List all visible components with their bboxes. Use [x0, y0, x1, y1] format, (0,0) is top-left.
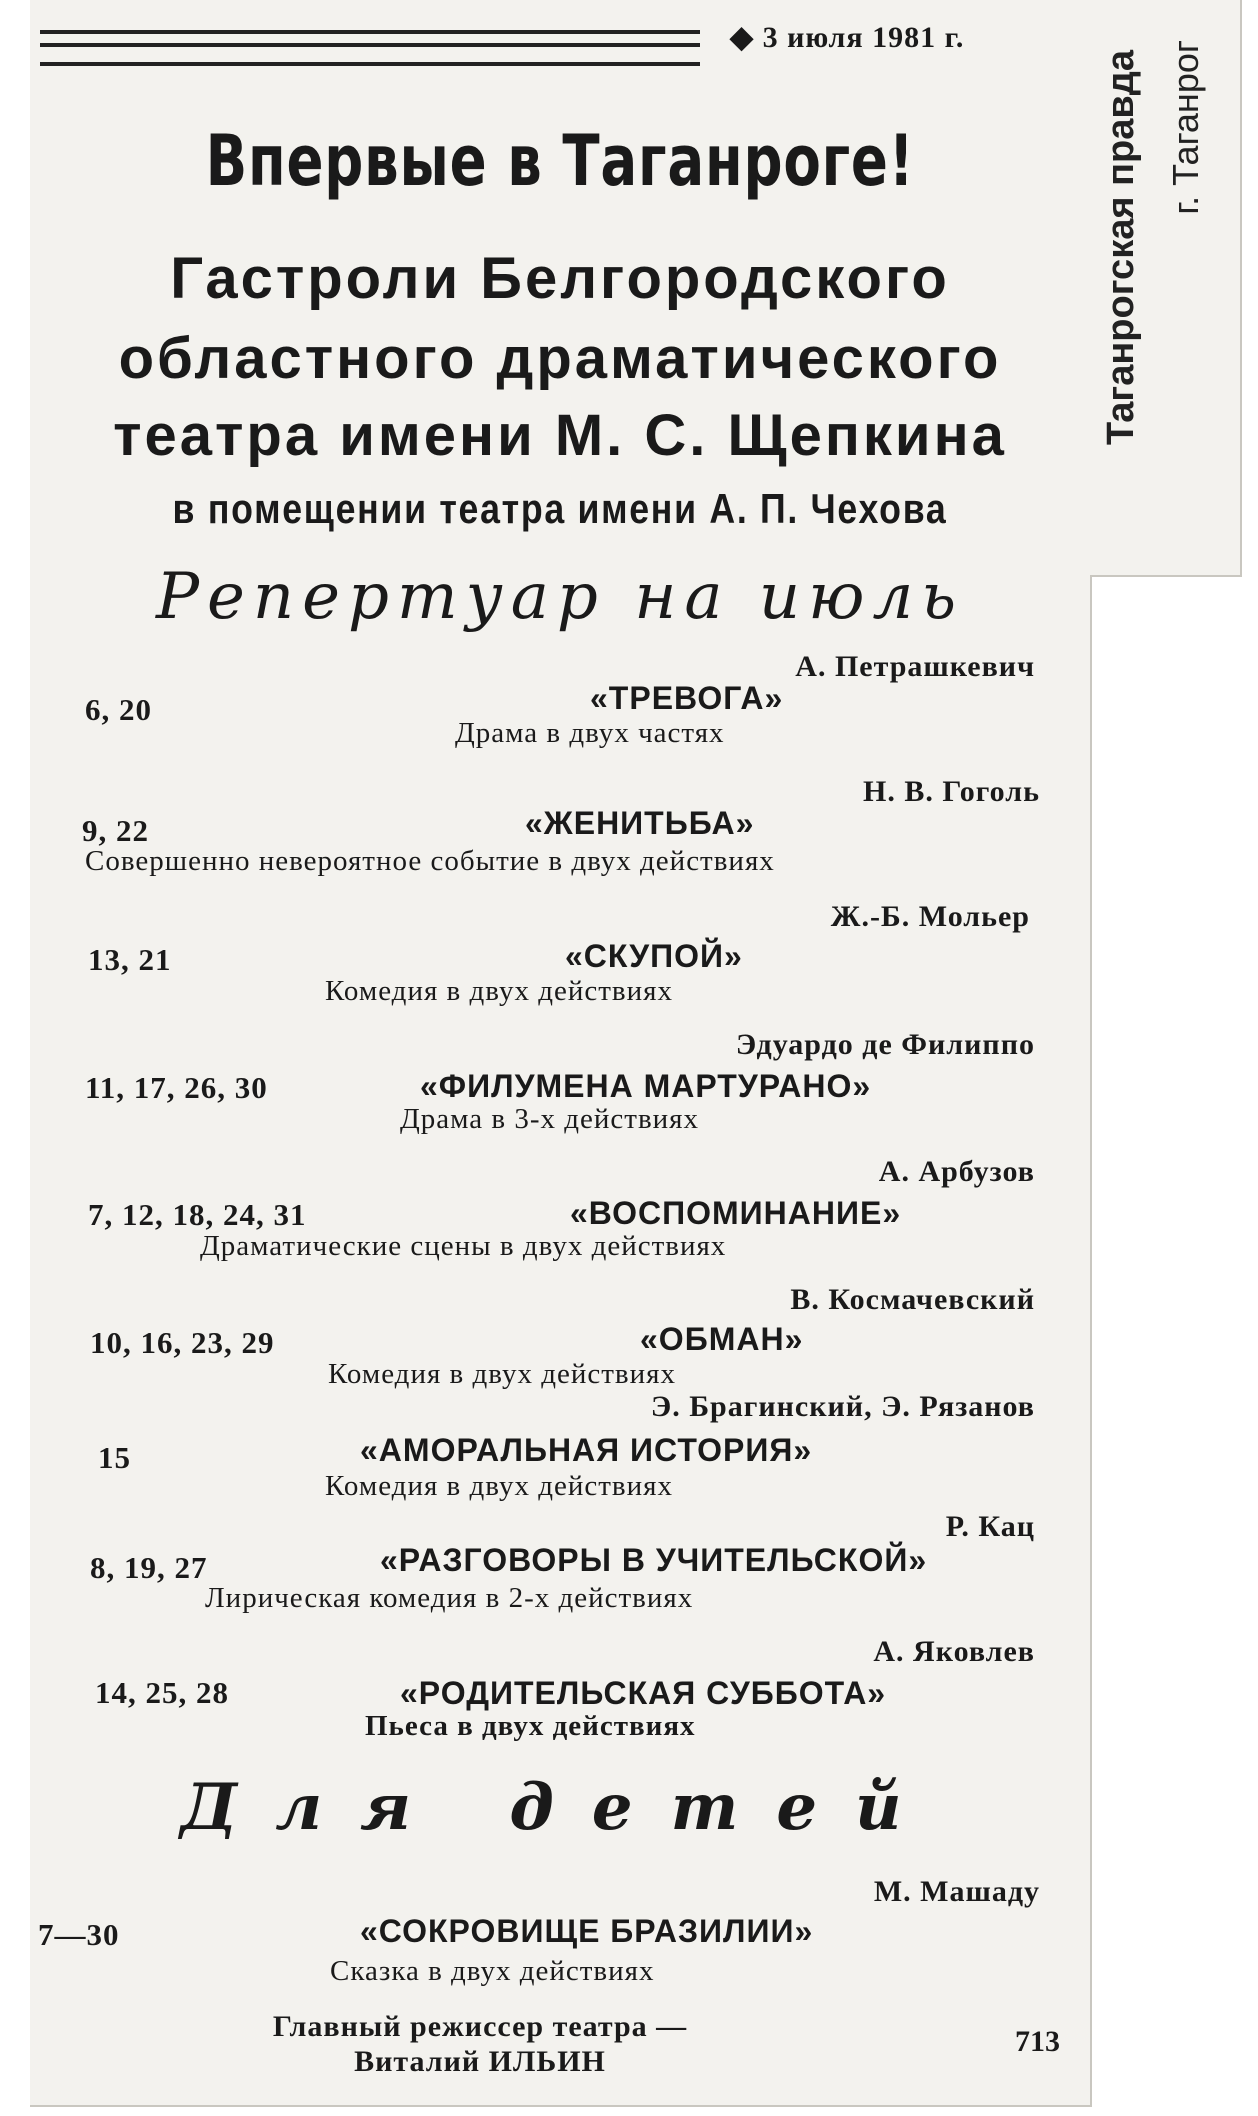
play-dates: 14, 25, 28	[95, 1675, 229, 1710]
play-author: М. Машаду	[873, 1875, 1040, 1908]
play-genre: Комедия в двух действиях	[325, 975, 673, 1007]
play-author: Эдуардо де Филиппо	[735, 1028, 1035, 1061]
play-genre: Драматические сцены в двух действиях	[200, 1230, 727, 1262]
ad-code: 713	[1015, 2025, 1060, 2058]
issue-date: ◆ 3 июля 1981 г.	[730, 21, 965, 54]
play-entry	[30, 900, 1090, 1020]
newspaper-title: Таганрогская правда	[1100, 50, 1142, 445]
play-dates: 10, 16, 23, 29	[90, 1325, 275, 1360]
play-title: «ВОСПОМИНАНИЕ»	[570, 1195, 902, 1231]
play-author: А. Арбузов	[878, 1155, 1035, 1188]
play-title: «СКУПОЙ»	[565, 938, 743, 974]
main-headline: Впервые в Таганроге!	[205, 120, 915, 202]
play-dates: 11, 17, 26, 30	[85, 1070, 268, 1105]
play-genre: Комедия в двух действиях	[328, 1358, 676, 1390]
venue-line: в помещении театра имени А. П. Чехова	[172, 485, 948, 532]
director-role: Главный режиссер театра —	[272, 2010, 688, 2043]
play-genre: Сказка в двух действиях	[330, 1955, 655, 1987]
play-genre: Драма в 3-х действиях	[400, 1103, 700, 1135]
play-title: «ТРЕВОГА»	[590, 680, 784, 716]
play-author: А. Яковлев	[873, 1635, 1035, 1668]
play-entry	[30, 1283, 1090, 1403]
play-author: А. Петрашкевич	[795, 650, 1035, 683]
play-genre: Лирическая комедия в 2-х действиях	[205, 1582, 694, 1614]
play-entry	[30, 1155, 1090, 1275]
play-author: Р. Кац	[945, 1510, 1035, 1543]
play-entry	[30, 1510, 1090, 1630]
play-title: «СОКРОВИЩЕ БРАЗИЛИИ»	[360, 1913, 814, 1949]
play-title: «ЖЕНИТЬБА»	[525, 805, 755, 841]
play-author: В. Космачевский	[790, 1283, 1035, 1316]
side-clipping-text	[1090, 40, 1240, 560]
play-dates: 7—30	[38, 1917, 120, 1952]
play-genre: Совершенно невероятное событие в двух действиях	[85, 845, 775, 877]
play-title: «ФИЛУМЕНА МАРТУРАНО»	[420, 1068, 872, 1104]
side-clipping	[1090, 0, 1242, 577]
header-rules	[40, 30, 700, 66]
play-author: Э. Брагинский, Э. Рязанов	[650, 1390, 1035, 1423]
play-dates: 13, 21	[88, 942, 172, 977]
director-name: Виталий ИЛЬИН	[354, 2045, 606, 2078]
play-author: Н. В. Гоголь	[863, 775, 1040, 808]
play-dates: 15	[98, 1440, 131, 1475]
play-dates: 9, 22	[82, 813, 149, 848]
play-dates: 6, 20	[85, 692, 152, 727]
play-entry	[30, 1635, 1090, 1755]
play-dates: 8, 19, 27	[90, 1550, 208, 1585]
play-author: Ж.-Б. Мольер	[830, 900, 1030, 933]
children-heading: Для детей	[180, 1770, 940, 1845]
play-title: «ОБМАН»	[640, 1321, 804, 1357]
subheadline-line-3: театра имени М. С. Щепкина	[113, 403, 1007, 468]
subheadline-line-1: Гастроли Белгородского	[170, 246, 950, 311]
repertoire-heading: Репертуар на июль	[155, 560, 965, 634]
children-play-entry	[30, 1875, 1090, 1995]
play-entry	[30, 1390, 1090, 1510]
play-entry	[30, 775, 1090, 895]
newspaper-city: г. Таганрог	[1165, 40, 1206, 215]
play-genre: Комедия в двух действиях	[325, 1470, 673, 1502]
play-title: «АМОРАЛЬНАЯ ИСТОРИЯ»	[360, 1432, 813, 1468]
play-genre: Пьеса в двух действиях	[365, 1710, 696, 1742]
play-entry	[30, 650, 1090, 770]
subheadline-line-2: областного драматического	[118, 326, 1002, 391]
play-dates: 7, 12, 18, 24, 31	[88, 1197, 307, 1232]
play-entry	[30, 1028, 1090, 1148]
play-title: «РОДИТЕЛЬСКАЯ СУББОТА»	[400, 1675, 887, 1711]
play-genre: Драма в двух частях	[455, 717, 725, 749]
play-title: «РАЗГОВОРЫ В УЧИТЕЛЬСКОЙ»	[380, 1542, 928, 1578]
